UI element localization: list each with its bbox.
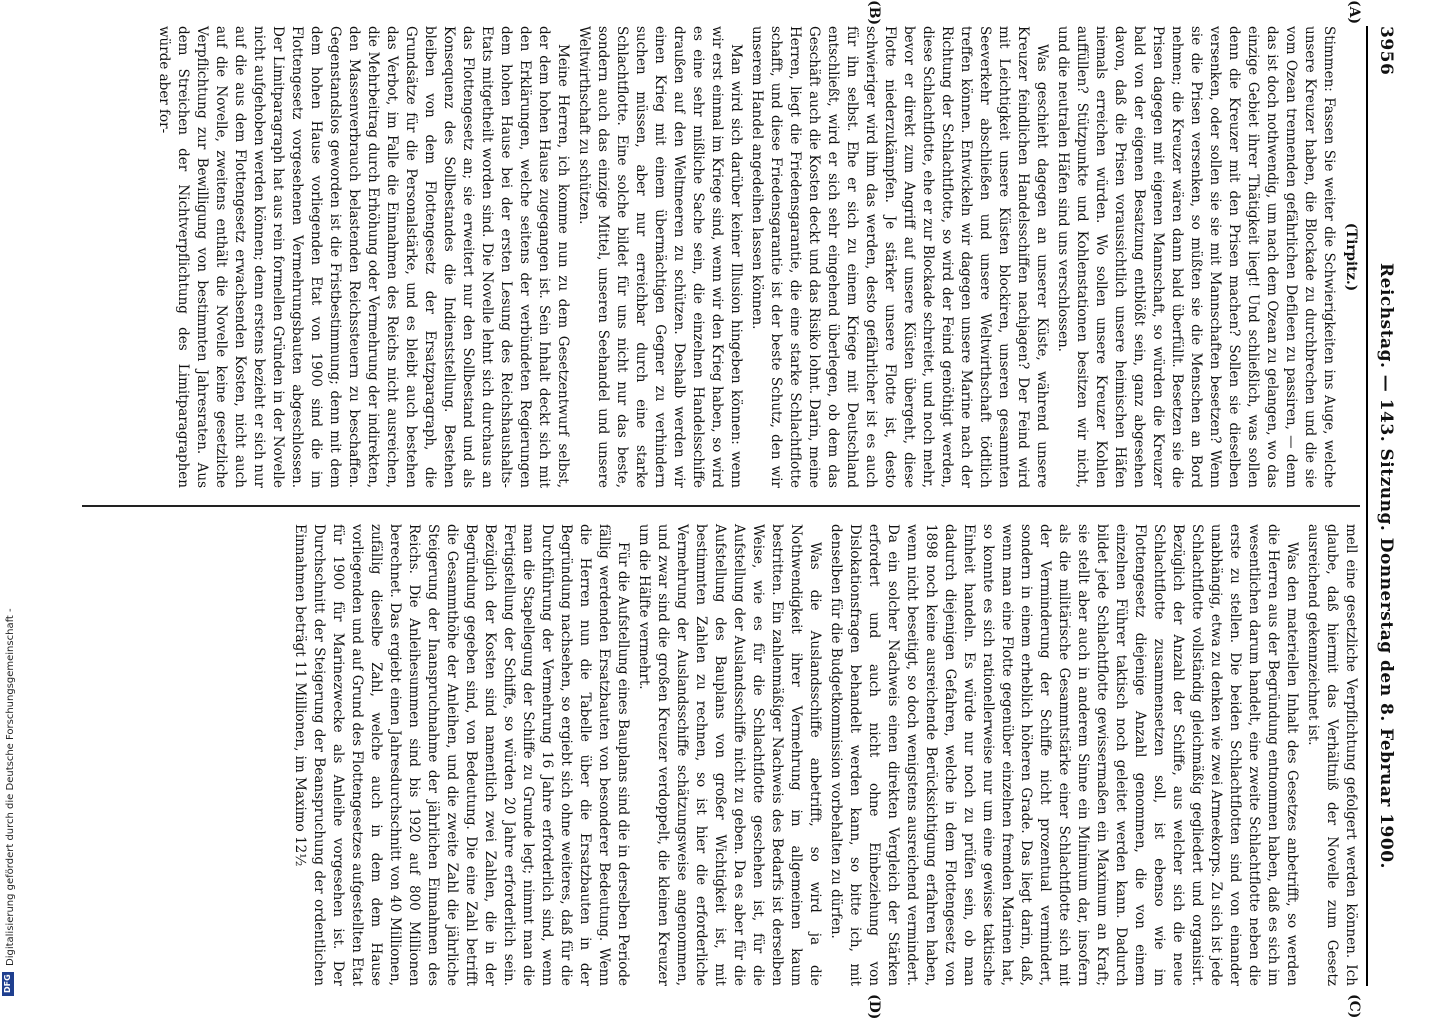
paragraph: Was den materiellen Inhalt des Gesetzes anbetrifft, so werden die Herren aus der Begründung entnommen haben, daß es sich im wesentlichen darum handelt, eine zweite Schlachtflotte neben die erste zu stellen. Die beiden Schlachtflotten sind von einander unabhängig, etwa zu denken wie zwei Armeekorps. Zu sich ist jede Schlachtflotte vollständig gleichmäßig gegliedert und organisirt. Bezüglich der Anzahl der Schiffe, aus welcher sich die neue Schlachtflotte zusammensetzen soll, ist ebenso wie im Flottengesetz diejenige Anzahl genommen, die von einem einzelnen Führer taktisch noch geleitet werden kann. Dadurch bildet jede Schlachtflotte gewissermaßen ein Maximum an Kraft; sie stellt aber auch in anderem Sinne ein Minimum dar, insofern als die militärische Gesammtstärke einer Schlachtflotte sich mit der Verminderung der Schiffe nicht prozentual vermindert, sondern in einem erheblich höheren Grade. Das liegt darin, daß, wenn man eine Flotte gegenüber einzelnen fremden Marinen hat, so konnte es sich rationellerweise nur um eine gewisse taktische Einheit handeln. Es würde nur noch zu prüfen sein, ob man dadurch diejenigen Gefahren, welche in dem Flottengesetz von 1898 noch keine ausreichende Berücksichtigung erfahren haben, wenn nicht beseitigt, so doch wenigstens ausreichend vermindert. Da ein solcher Nachweis einen direkten Vergleich der Stärken erfordert und auch nicht ohne Einbeziehung von Dislokationsfragen behandelt werden kann, so bitte ich, mit denselben für die Budgetkommission vorbehalten zu dürfen.: [828, 524, 1300, 986]
credit-text: Digitalisierung gefördert durch die Deutsche Forschungsgemeinschaft -: [5, 608, 16, 966]
speaker-label: (Tirpitz.): [1343, 222, 1359, 292]
margin-letter-d: (D): [866, 994, 882, 1019]
paragraph: Was die Auslandsschiffe anbetrifft, so wird ja die Nothwendigkeit ihrer Vermehrung im allgemeinen kaum bestritten. Ein zahlenmäßiger Nachweis des Bedarfs ist derselben Weise, wie es für die Schlachtflotte geschehen ist, für die Aufstellung der Auslandsschiffe nicht zu geben. Da es aber für die Aufstellung des Bauplans von großer Wichtigkeit ist, mit bestimmten Zahlen zu rechnen, so ist hier die erforderliche Vermehrung der Auslandsschiffe schätzungsweise angenommen, und zwar sind die großen Kreuzer verdoppelt, die kleinen Kreuzer um die Hälfte vermehrt.: [636, 524, 823, 986]
paragraph: Man wird sich darüber keiner Illusion hingeben können: wenn wir erst einmal im Kriege sind, wenn wir den Krieg haben, so wird es eine sehr mißliche Sache sein, die einzelnen Handelsschiffe draußen auf den Weltmeeren zu schützen. Deshalb werden wir einen Krieg mit einem übermächtigen Gegner zu verhindern suchen müssen, aber nur erreichbar durch eine starke Schlachtflotte. Eine solche bildet für uns nicht nur das beste, sondern auch das einzige Mittel, unseren Seehandel und unsere Weltwirthschaft zu schützen.: [576, 26, 744, 488]
paragraph: Für die Aufstellung eines Bauplans sind die in derselben Periode fällig werdenden Ersatzbauten von besonderer Bedeutung. Wenn die Herren nun die Tabelle über die Ersatzbauten in der Begründung nachsehen, so ergiebt sich ohne weiteres, daß für die Durchführung der Vermehrung 16 Jahre erforderlich sind, wenn man die Stapellegung der Schiffe zu Grunde legt; nimmt man die Fertigstellung der Schiffe, so würden 20 Jahre erforderlich sein. Bezüglich der Kosten sind namentlich zwei Zahlen, die in der Begründung gegeben sind, von Bedeutung. Die eine Zahl betrifft die Gesammthöhe der Anleihen, und die zweite Zahl die jährliche Steigerung der Inanspruchnahme der jährlichen Einnahmen des Reichs. Die Anleihesummen sind bis 1920 auf 800 Millionen berechnet. Das ergiebt einen Jahresdurchschnitt von 40 Millionen, zufällig dieselbe Zahl, welche auch in dem dem Hause vorliegenden und auf Grund des Flottengesetzes aufgestellten Etat für 1900 für Marinezwecke als Anleihe vorgesehen ist. Der Durchschnitt der Steigerung der Beanspruchung der ordentlichen Einnahmen beträgt 11 Millionen, im Maximo 12½: [292, 524, 631, 986]
column-divider: [82, 505, 1360, 507]
paragraph: Meine Herren, ich komme nun zu dem Gesetzentwurf selbst, der dem hohen Hause zugegangen ist. Sein Inhalt deckt sich mit den Erklärungen, welche seitens der verbündeten Regierungen dem hohen Hause bei der ersten Lesung des Reichshaushalts-Etats mitgetheilt worden sind. Die Novelle lehnt sich durchaus an das Flottengesetz an; sie erweitert nur den Sollbestand und als Konsequenz des Sollbestandes die Indienststellung. Bestehen bleiben von dem Flottengesetz der Ersatzparagraph, die Grundsätze für die Personalstärke, und es bleibt auch bestehen das Verbot, im Falle die Einnahmen des Reichs nicht ausreichen, die Mehrbeitrag durch Erhöhung oder Vermehrung der indirekten, den Massenverbrauch belastenden Reichssteuern zu beschaffen. Gegenstandslos geworden ist die Fristbestimmung; denn mit dem dem hohen Hause vorliegenden Etat von 1900 sind die im Flottengesetz vorgesehenen Vermehrungsbauten abgeschlossen. Der Limitparagraph hat aus rein formellen Gründen in der Novelle nicht aufgehoben werden können; denn erstens bezieht er sich nur auf die aus dem Flottengesetz erwachsenden Kosten, nicht auch auf die Novelle, zweitens enthält die Novelle keine gesetzliche Verpflichtung zur Bewilligung von bestimmten Jahresraten. Aus dem Streichen der Nichtverpflichtung des Limitparagraphen würde aber for-: [156, 26, 571, 488]
running-title: Reichstag. — 143. Sitzung. Donnerstag den 8. Februar 1900.: [1376, 263, 1396, 869]
header-rule: [1366, 26, 1368, 986]
page-number: 3956: [1376, 26, 1396, 76]
paragraph: Stimmen: Fassen Sie weiter die Schwierigkeiten ins Auge, welche unsere Kreuzer haben, die Blockade zu durchbrechen und die sie vom Ozean trennenden gefährlichen Defileen zu passiren, — denn das ist doch nothwendig, um nach dem Ozean zu gelangen, wo das einzige Gebiet ihrer Thätigkeit liegt! Und schließlich, was sollen denn die Kreuzer mit den Prisen machen? Sollen sie dieselben versenken, oder sollen sie sie mit Mannschaften besetzen? Wenn sie die Prisen versenken, so müßten sie die Menschen an Bord nehmen; die Kreuzer wären dann bald überfüllt. Besetzen sie die Prisen dagegen mit eigenen Mannschaft, so würden die Kreuzer bald von der eigenen Besatzung entblößt sein, ganz abgesehen davon, daß die Prisen voraussichtlich unsere heimischen Häfen niemals erreichen würden. Wo sollen unsere Kreuzer Kohlen auffüllen? Stützpunkte und Kohlenstationen besitzen wir nicht, und die neutralen Häfen sind uns verschlossen.: [1055, 26, 1337, 488]
document-page: [72, 0, 1402, 1019]
digitization-credit: [2, 376, 16, 996]
paragraph: mell eine gesetzliche Verpflichtung gefolgert werden können. Ich glaube, daß hiermit das Verhältniß der Novelle zum Gesetz ausreichend gekennzeichnet ist.: [1305, 524, 1359, 986]
margin-letter-b: (B): [866, 0, 882, 26]
right-column: [72, 524, 1360, 986]
dfg-logo-icon: DFG: [2, 972, 14, 996]
page-header: [1366, 26, 1402, 986]
paragraph: Was geschieht dagegen an unserer Küste, während unsere Kreuzer feindlichen Handelsschiffen nachjagen? Der Feind wird mit Leichtigkeit unsere Küsten blockiren, unseren gesammten Seeverkehr abschließen und unsere Weltwirthschaft tödtlich treffen können. Entwickeln wir dagegen unsere Marine nach der Richtung der Schlachtflotte, so wird der Feind genöthigt werden, diese Schlachtflotte, ehe er zur Blockade schreitet, und noch mehr, bevor er direkt zum Angriff auf unsere Küsten übergeht, diese Flotte niederzukämpfen. Je stärker unsere Flotte ist, desto schwieriger wird ihm das werden, desto gefährlicher ist es auch für ihn selbst. Ehe er sich zu einem Kriege mit Deutschland entschließt, wird er sich sehr eingehend überlegen, ob dem das Geschäft auch die Kosten deckt und das Risiko lohnt. Darin, meine Herren, liegt die Friedensgarantie, die eine starke Schlachtflotte schafft, und diese Friedensgarantie ist der beste Schutz, den wir unserem Handel angedeihen lassen können.: [749, 26, 1050, 488]
left-column: [72, 26, 1360, 488]
margin-letter-c: (C): [1346, 994, 1362, 1019]
margin-letter-a: (A): [1346, 0, 1362, 25]
